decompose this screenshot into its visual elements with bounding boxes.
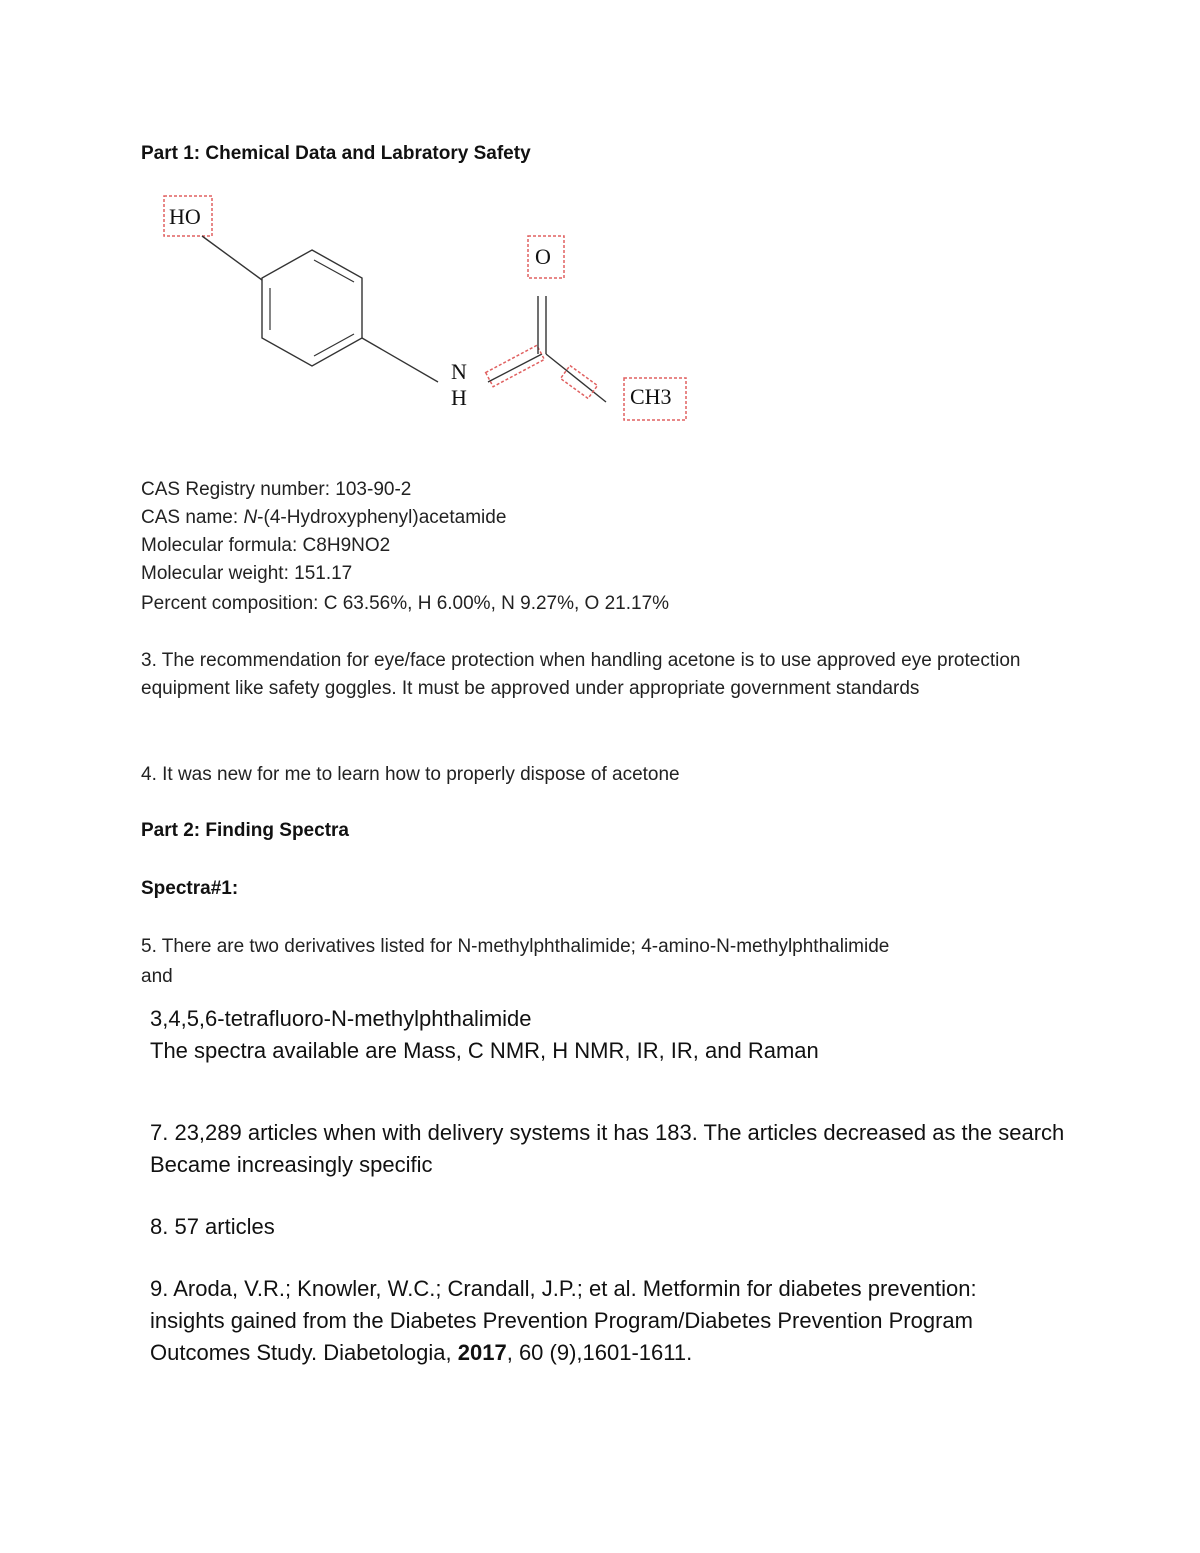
answer-7-line1: 7. 23,289 articles when with delivery systems it has 183. The articles decreased as the search <box>150 1120 1065 1145</box>
answer-9-line2: insights gained from the Diabetes Prevention Program/Diabetes Prevention Program <box>150 1308 973 1333</box>
answer-5-line4: The spectra available are Mass, C NMR, H NMR, IR, IR, and Raman <box>150 1038 819 1063</box>
cas-registry-number: CAS Registry number: 103-90-2 <box>141 479 412 500</box>
percent-composition: Percent composition: C 63.56%, H 6.00%, N 9.27%, O 21.17% <box>141 593 670 614</box>
ho-label: HO <box>169 204 201 229</box>
n-label: N <box>451 359 467 384</box>
ch3-label: CH3 <box>630 384 672 409</box>
answer-5-line2: and <box>141 966 173 987</box>
part1-heading: Part 1: Chemical Data and Labratory Safety <box>141 143 531 164</box>
answer-5-line1: 5. There are two derivatives listed for N-methylphthalimide; 4-amino-N-methylphthalimide <box>141 936 890 957</box>
answer-9-line1: 9. Aroda, V.R.; Knowler, W.C.; Crandall, J.P.; et al. Metformin for diabetes prevention: <box>150 1276 977 1301</box>
part2-heading: Part 2: Finding Spectra <box>141 820 349 841</box>
molecular-weight: Molecular weight: 151.17 <box>141 563 353 584</box>
molecular-formula: Molecular formula: C8H9NO2 <box>141 535 391 556</box>
cas-name: CAS name: N-(4-Hydroxyphenyl)acetamide <box>141 507 507 528</box>
answer-8: 8. 57 articles <box>150 1214 275 1239</box>
answer-5-line3: 3,4,5,6-tetrafluoro-N-methylphthalimide <box>150 1006 532 1031</box>
acetaminophen-structure <box>150 190 710 440</box>
answer-3: 3. The recommendation for eye/face protection when handling acetone is to use approved eye protection equipment like safety goggles. It must be approved under appropriate government standards <box>141 650 1021 699</box>
o-label: O <box>535 244 551 269</box>
answer-4: 4. It was new for me to learn how to properly dispose of acetone <box>141 764 680 785</box>
bond-highlight-1 <box>486 345 545 386</box>
benzene-ring <box>262 250 362 366</box>
answer-9-line3: Outcomes Study. Diabetologia, 2017, 60 (9),1601-1611. <box>150 1340 693 1365</box>
answer-7-line2: Became increasingly specific <box>150 1152 433 1177</box>
spectra1-heading: Spectra#1: <box>141 878 239 899</box>
h-label: H <box>451 385 467 410</box>
